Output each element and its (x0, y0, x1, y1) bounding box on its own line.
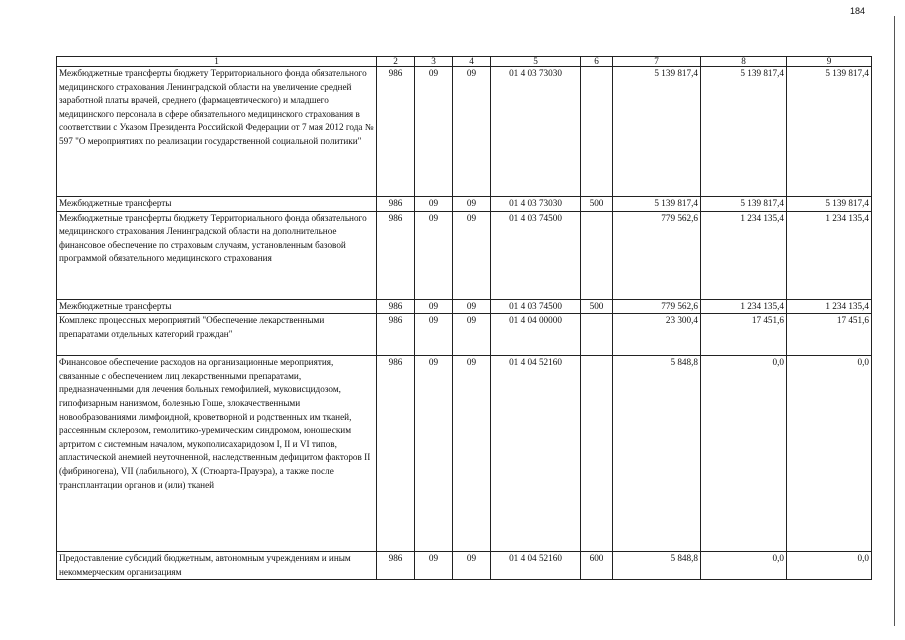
row-description: Предоставление субсидий бюджетным, автономным учреждениям и иным некоммерческим организациям (57, 552, 377, 580)
table-row (57, 197, 872, 212)
cell-ministry-code: 986 (377, 552, 415, 580)
cell-expense-type (581, 211, 613, 299)
cell-amount-year1: 23 300,4 (613, 314, 701, 356)
column-header: 2 (377, 57, 415, 67)
table-row (57, 314, 872, 356)
cell-amount-year2: 5 139 817,4 (701, 197, 787, 212)
cell-amount-year2: 0,0 (701, 356, 787, 552)
cell-subsection: 09 (453, 197, 491, 212)
page-edge-line (894, 16, 895, 626)
table-row (57, 552, 872, 580)
cell-amount-year1: 5 848,8 (613, 356, 701, 552)
cell-target-article: 01 4 03 73030 (491, 197, 581, 212)
cell-ministry-code: 986 (377, 197, 415, 212)
table-row (57, 67, 872, 197)
cell-target-article: 01 4 04 52160 (491, 552, 581, 580)
cell-amount-year1: 779 562,6 (613, 299, 701, 314)
cell-section: 09 (415, 552, 453, 580)
cell-amount-year3: 5 139 817,4 (787, 197, 872, 212)
cell-amount-year3: 17 451,6 (787, 314, 872, 356)
cell-subsection: 09 (453, 67, 491, 197)
cell-target-article: 01 4 03 73030 (491, 67, 581, 197)
column-header: 3 (415, 57, 453, 67)
row-description: Межбюджетные трансферты бюджету Территориального фонда обязательного медицинского страхования Ленинградской области на увеличение средней заработной платы врачей, среднего (фармацевтического) и младшего медицинского персонала в сфере обязательного медицинского страхования в соответствии с Указом Президента Российской Федерации от 7 мая 2012 года № 597 "О мероприятиях по реализации государственной социальной политики" (57, 67, 377, 197)
row-description: Межбюджетные трансферты (57, 299, 377, 314)
column-header: 4 (453, 57, 491, 67)
table-row (57, 299, 872, 314)
cell-amount-year2: 5 139 817,4 (701, 67, 787, 197)
cell-subsection: 09 (453, 299, 491, 314)
cell-amount-year1: 779 562,6 (613, 211, 701, 299)
cell-ministry-code: 986 (377, 211, 415, 299)
column-header: 7 (613, 57, 701, 67)
cell-ministry-code: 986 (377, 299, 415, 314)
cell-expense-type: 500 (581, 197, 613, 212)
cell-target-article: 01 4 04 52160 (491, 356, 581, 552)
row-description: Межбюджетные трансферты бюджету Территориального фонда обязательного медицинского страхования Ленинградской области на дополнительное финансовое обеспечение по страховым случаям, установленным базовой программой обязательного медицинского страхования (57, 211, 377, 299)
column-header: 6 (581, 57, 613, 67)
cell-target-article: 01 4 03 74500 (491, 299, 581, 314)
page-number: 184 (850, 6, 866, 16)
cell-amount-year2: 17 451,6 (701, 314, 787, 356)
column-header: 9 (787, 57, 872, 67)
cell-expense-type (581, 356, 613, 552)
cell-ministry-code: 986 (377, 314, 415, 356)
cell-amount-year1: 5 139 817,4 (613, 197, 701, 212)
cell-target-article: 01 4 04 00000 (491, 314, 581, 356)
cell-amount-year3: 5 139 817,4 (787, 67, 872, 197)
budget-table (56, 56, 872, 580)
column-number-row (57, 57, 872, 67)
row-description: Комплекс процессных мероприятий "Обеспечение лекарственными препаратами отдельных категорий граждан" (57, 314, 377, 356)
cell-amount-year3: 0,0 (787, 356, 872, 552)
cell-subsection: 09 (453, 552, 491, 580)
cell-amount-year2: 1 234 135,4 (701, 211, 787, 299)
cell-expense-type: 600 (581, 552, 613, 580)
cell-amount-year3: 0,0 (787, 552, 872, 580)
column-header: 5 (491, 57, 581, 67)
table-row (57, 356, 872, 552)
cell-amount-year2: 1 234 135,4 (701, 299, 787, 314)
cell-subsection: 09 (453, 356, 491, 552)
cell-section: 09 (415, 67, 453, 197)
cell-expense-type (581, 314, 613, 356)
cell-section: 09 (415, 299, 453, 314)
cell-amount-year3: 1 234 135,4 (787, 299, 872, 314)
cell-ministry-code: 986 (377, 356, 415, 552)
cell-section: 09 (415, 197, 453, 212)
column-header: 8 (701, 57, 787, 67)
column-header: 1 (57, 57, 377, 67)
cell-amount-year3: 1 234 135,4 (787, 211, 872, 299)
row-description: Межбюджетные трансферты (57, 197, 377, 212)
cell-expense-type (581, 67, 613, 197)
cell-section: 09 (415, 314, 453, 356)
cell-section: 09 (415, 356, 453, 552)
cell-amount-year1: 5 848,8 (613, 552, 701, 580)
cell-amount-year2: 0,0 (701, 552, 787, 580)
cell-expense-type: 500 (581, 299, 613, 314)
cell-ministry-code: 986 (377, 67, 415, 197)
cell-amount-year1: 5 139 817,4 (613, 67, 701, 197)
row-description: Финансовое обеспечение расходов на организационные мероприятия, связанные с обеспечением лиц лекарственными препаратами, предназначенными для лечения больных гемофилией, муковисцидозом, гипофизарным нанизмом, болезнью Гоше, злокачественными новообразованиями лимфоидной, кроветворной и родственных им тканей, рассеянным склерозом, гемолитико-уремическим синдромом, юношеским артритом с системным началом, мукополисахаридозом I, II и VI типов, апластической анемией неуточненной, наследственным дефицитом факторов II (фибриногена), VII (лабильного), X (Стюарта-Прауэра), а также после трансплантации органов и (или) тканей (57, 356, 377, 552)
table-row (57, 211, 872, 299)
cell-section: 09 (415, 211, 453, 299)
cell-subsection: 09 (453, 314, 491, 356)
cell-subsection: 09 (453, 211, 491, 299)
cell-target-article: 01 4 03 74500 (491, 211, 581, 299)
